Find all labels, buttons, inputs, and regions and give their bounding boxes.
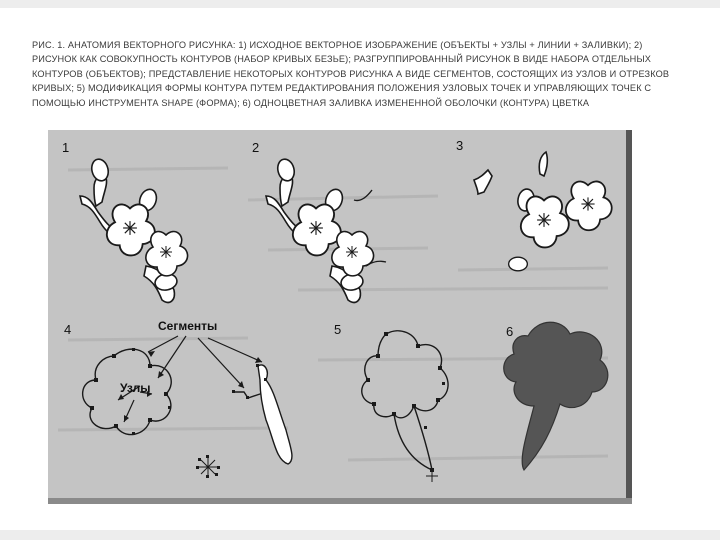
panel-number-4: 4 [64,322,72,337]
panel-number-2: 2 [252,140,260,155]
panel-number-6: 6 [506,324,514,339]
panel-number-5: 5 [334,322,342,337]
panel-number-3: 3 [456,138,464,153]
slide-top-border [0,0,720,8]
panel-number-1: 1 [62,140,70,155]
caption-line: КОНТУРОВ (ОБЪЕКТОВ); ПРЕДСТАВЛЕНИЕ НЕКОТОРЫХ КОНТУРОВ РИСУНКА А ВИДЕ СЕГМЕНТОВ, СОСТОЯЩИХ ИЗ УЗЛОВ И ОТРЕЗКОВ [32,68,670,79]
caption-line: РИСУНОК КАК СОВОКУПНОСТЬ КОНТУРОВ (НАБОР КРИВЫХ БЕЗЬЕ); РАЗГРУППИРОВАННЫЙ РИСУНОК В ВИДЕ НАБОРА ОТДЕЛЬНЫХ [32,54,652,65]
figure-background [48,130,632,504]
figure-edge-bottom [48,498,632,504]
caption-line: КРИВЫХ; 5) МОДИФИКАЦИЯ ФОРМЫ КОНТУРА ПУТЕМ РЕДАКТИРОВАНИЯ ПОЛОЖЕНИЯ УЗЛОВЫХ ТОЧЕК И УПРАВЛЯЮЩИХ ТОЧЕК С [32,83,652,94]
nodes-callout: Узлы [120,381,151,395]
caption-line: ПОМОЩЬЮ ИНСТРУМЕНТА SHAPE (ФОРМА); 6) ОДНОЦВЕТНАЯ ЗАЛИВКА ИЗМЕНЕННОЙ ОБОЛОЧКИ (КОНТУРА) ЦВЕТКА [32,97,590,108]
caption-line: РИС. 1. АНАТОМИЯ ВЕКТОРНОГО РИСУНКА: 1) ИСХОДНОЕ ВЕКТОРНОЕ ИЗОБРАЖЕНИЕ (ОБЪЕКТЫ + УЗЛЫ + ЛИНИИ + ЗАЛИВКИ); 2) [32,40,643,50]
vector-anatomy-figure [48,130,632,504]
figure-edge-shadow [626,130,632,504]
figure-caption [32,38,692,110]
segments-callout: Сегменты [158,319,218,333]
slide-bottom-border [0,530,720,540]
